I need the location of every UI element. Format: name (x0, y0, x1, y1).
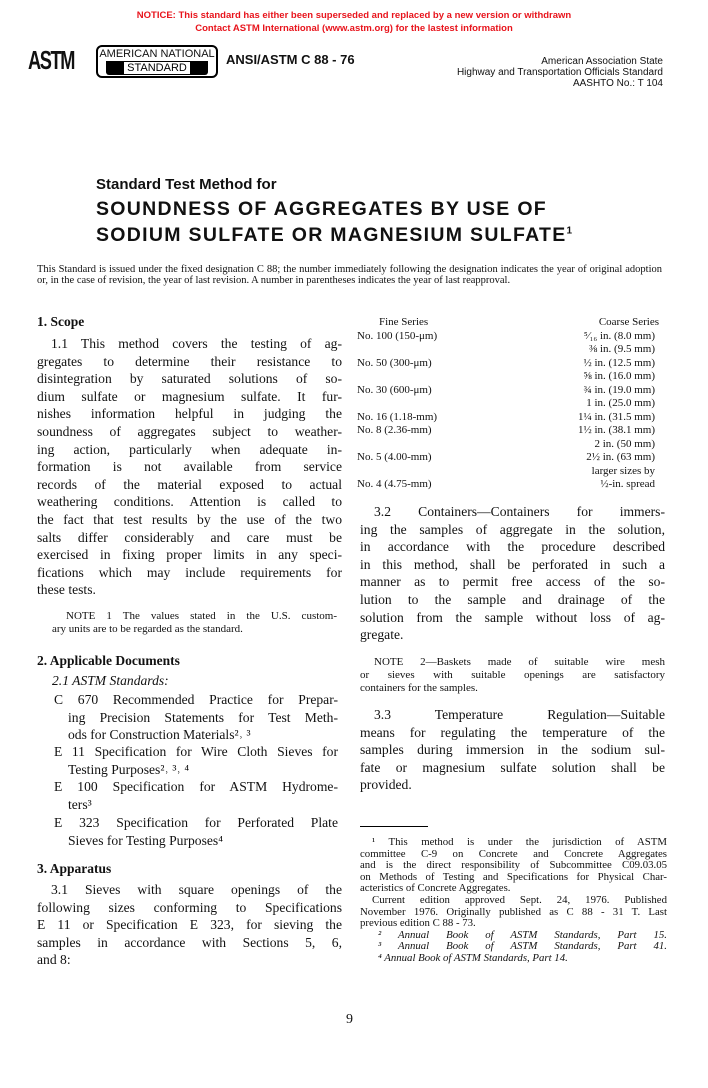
aashto-line: American Association State (541, 56, 663, 67)
text-line: nishes information helpful in judging the (37, 406, 342, 422)
coarse-series-header: Coarse Series (598, 316, 659, 328)
text-line: records of the material exposed to actual (37, 476, 342, 492)
fine-sieve-size (357, 438, 507, 452)
text-line: ¹ This method is under the jurisdiction of ASTM (372, 836, 667, 848)
text-line: 3.1 Sieves with square openings of the (51, 882, 342, 897)
notice-line-1: NOTICE: This standard has either been superseded and replaced by a new version or withdrawn (136, 10, 572, 21)
text-line: acteristics of Concrete Aggregates. (360, 882, 511, 895)
title-line-1: SOUNDNESS OF AGGREGATES BY USE OF (96, 198, 548, 220)
table-row (357, 465, 667, 479)
text-line: Sieves for Testing Purposes⁴ (68, 832, 223, 848)
fine-sieve-size (357, 397, 507, 411)
reference-c670 (54, 691, 338, 744)
coarse-sieve-size: ½-in. spread (600, 478, 655, 490)
text-line: 1.1 This method covers the testing of ag- (51, 336, 342, 351)
fine-sieve-size: No. 5 (4.00-mm) (357, 451, 432, 463)
note-2 (360, 656, 665, 695)
text-line: manner as to permit free access of the so- (360, 574, 665, 590)
reference-e323 (54, 814, 338, 849)
text-line: Current edition approved Sept. 24, 1976. Published (372, 893, 667, 906)
text-line: means for regulating the temperature of the (360, 724, 665, 740)
text-line: 3.3 Temperature Regulation—Suitable (374, 707, 665, 722)
designation: ANSI/ASTM C 88 - 76 (226, 52, 355, 67)
reference-e100 (54, 778, 338, 813)
fine-sieve-size: No. 4 (4.75-mm) (357, 478, 432, 490)
table-row (357, 411, 667, 425)
fine-sieve-size: No. 8 (2.36-mm) (357, 424, 432, 436)
text-line: and is the direct responsibility of Subcommittee C09.03.05 (360, 859, 667, 872)
text-line: gregate. (360, 627, 404, 643)
page-number: 9 (346, 1012, 353, 1027)
coarse-sieve-size: ¾ in. (19.0 mm) (583, 383, 655, 396)
fine-series-header: Fine Series (379, 316, 429, 328)
title-line-2 (96, 224, 572, 247)
footnote-ref: 1 (566, 225, 573, 237)
note-1 (52, 610, 337, 636)
text-line: solution from the sample without loss of ag- (360, 609, 665, 625)
issuance-statement: This Standard is issued under the fixed designation C 88; the number immediately following the designation indicates the year of original adoption or, in the case of revision, the year of last revision. A number in parentheses indicates the year of last reapproval. (37, 264, 662, 287)
table-row (357, 424, 667, 438)
astm-standards-label: 2.1 ASTM Standards: (52, 673, 169, 688)
fine-sieve-size: No. 16 (1.18-mm) (357, 410, 438, 423)
paragraph-3-2 (360, 503, 665, 644)
text-line: ters³ (68, 796, 92, 812)
fine-sieve-size (357, 465, 507, 479)
text-line: ods for Construction Materials²˒ ³ (68, 727, 251, 743)
table-row (357, 451, 667, 465)
text-line: E 11 Specification for Wire Cloth Sieves for (54, 744, 338, 759)
coarse-sieve-size: ⁵⁄₁₆ in. (8.0 mm) (583, 329, 655, 342)
text-line: following sizes conforming to Specifications (37, 899, 342, 915)
text-line: containers for the samples. (360, 682, 478, 694)
coarse-sieve-size: 1 in. (25.0 mm) (586, 397, 655, 409)
text-line: ⁴ Annual Book of ASTM Standards, Part 14. (378, 951, 568, 964)
fine-sieve-size (357, 370, 507, 384)
text-line: disintegration by saturated solutions of so- (37, 371, 342, 387)
text-line: 3.2 Containers—Containers for immers- (374, 504, 665, 519)
coarse-sieve-size: ½ in. (12.5 mm) (583, 356, 655, 369)
text-line: lution to the sample and drainage of the (360, 591, 665, 607)
text-line: ing the samples of aggregate in the solution, (360, 521, 665, 537)
text-line: ary units are to be regarded as the standard. (52, 623, 243, 635)
coarse-sieve-size: larger sizes by (591, 464, 655, 477)
coarse-sieve-size: 1½ in. (38.1 mm) (578, 424, 655, 436)
table-row (357, 370, 667, 384)
astm-logo: ASTM (28, 45, 74, 75)
text-line: samples during immersion in the sodium sul- (360, 742, 665, 758)
fine-sieve-size: No. 50 (300-μm) (357, 356, 432, 369)
text-line: and 8: (37, 952, 71, 968)
text-line: Testing Purposes²˒ ³˒ ⁴ (68, 761, 190, 777)
table-row (357, 330, 667, 344)
text-line: salts differ considerably and care must be (37, 529, 342, 545)
aashto-line: AASHTO No.: T 104 (572, 78, 663, 89)
text-line: E 11 or Specification E 323, for sieving the (37, 917, 342, 933)
applicable-documents-heading: 2. Applicable Documents (37, 653, 180, 668)
notice-line-2: Contact ASTM International (www.astm.org) for the lastest information (195, 23, 513, 34)
text-line: dium sulfate or magnesium sulfate. It fur- (37, 388, 342, 404)
coarse-sieve-size: 2½ in. (63 mm) (586, 451, 655, 463)
scope-heading: 1. Scope (37, 314, 85, 329)
coarse-sieve-size: ⅜ in. (9.5 mm) (589, 343, 655, 355)
table-row (357, 384, 667, 398)
text-line: soundness of aggregates subject to weather- (37, 423, 342, 439)
text-line: NOTE 1 The values stated in the U.S. custom- (66, 610, 337, 622)
table-row (357, 478, 667, 492)
ansi-line-1: AMERICAN NATIONAL (99, 48, 215, 60)
table-row (357, 357, 667, 371)
aashto-block (457, 56, 663, 89)
text-line: fate or magnesium sulfate solution shall be (360, 759, 665, 775)
text-line: ing Precision Statements for Test Meth- (68, 709, 338, 725)
text-line: previous edition C 88 - 73. (360, 917, 476, 930)
text-line: E 100 Specification for ASTM Hydrome- (54, 779, 338, 794)
coarse-sieve-size: ⅝ in. (16.0 mm) (583, 370, 655, 382)
table-row (357, 343, 667, 357)
text-line: exercised in fixing proper limits in any speci- (37, 547, 342, 563)
ansi-line-2-wrap (106, 61, 208, 75)
table-row (357, 397, 667, 411)
subtitle: Standard Test Method for (96, 176, 277, 193)
aashto-line: Highway and Transportation Officials Standard (456, 67, 663, 78)
paragraph-3-1 (37, 881, 342, 969)
reference-e11 (54, 743, 338, 778)
text-line: formation is not available from service (37, 459, 342, 475)
ansi-line-2: STANDARD (124, 62, 190, 74)
text-line: ing action, particularly when adequate in- (37, 441, 342, 457)
text-line: November 1976. Originally published as C 88 - 31 T. Last (360, 905, 667, 918)
table-header (357, 316, 667, 330)
apparatus-heading: 3. Apparatus (37, 861, 112, 876)
text-line: E 323 Specification for Perforated Plate (54, 815, 338, 830)
text-line: weathering conditions. Attention is called to (37, 494, 342, 510)
text-line: in this method, shall be perforated in such a (360, 556, 665, 572)
text-line: samples in accordance with Sections 5, 6, (37, 934, 342, 950)
title-text: SODIUM SULFATE OR MAGNESIUM SULFATE (96, 224, 567, 246)
text-line: these tests. (37, 582, 96, 598)
text-line: fications which may include requirements for (37, 564, 342, 580)
text-line: NOTE 2—Baskets made of suitable wire mesh (374, 656, 665, 668)
text-line: the fact that test results by the use of the two (37, 511, 342, 527)
text-line: gregates to determine their resistance to (37, 353, 342, 369)
fine-sieve-size (357, 343, 507, 357)
text-line: on Methods of Testing and Specifications for Physical Char- (360, 870, 667, 883)
text-line: committee C-9 on Concrete and Concrete Aggregates (360, 847, 667, 860)
text-line: provided. (360, 777, 412, 793)
text-line: or sieves with suitable openings are satisfactory (360, 669, 665, 681)
paragraph-1-1 (37, 335, 342, 599)
ansi-badge (96, 45, 218, 78)
text-line: C 670 Recommended Practice for Prepar- (54, 692, 338, 707)
coarse-sieve-size: 1¼ in. (31.5 mm) (578, 410, 655, 423)
text-line: in accordance with the procedure described (360, 539, 665, 555)
sieve-sizes-table (357, 316, 667, 492)
fine-sieve-size: No. 30 (600-μm) (357, 383, 432, 396)
paragraph-3-3 (360, 706, 665, 794)
text-line: ² Annual Book of ASTM Standards, Part 15. (378, 928, 667, 941)
coarse-sieve-size: 2 in. (50 mm) (594, 437, 655, 450)
fine-sieve-size: No. 100 (150-μm) (357, 329, 438, 342)
footnote-divider (360, 826, 428, 827)
text-line: ³ Annual Book of ASTM Standards, Part 41. (378, 940, 667, 953)
table-row (357, 438, 667, 452)
footnotes (360, 837, 667, 965)
